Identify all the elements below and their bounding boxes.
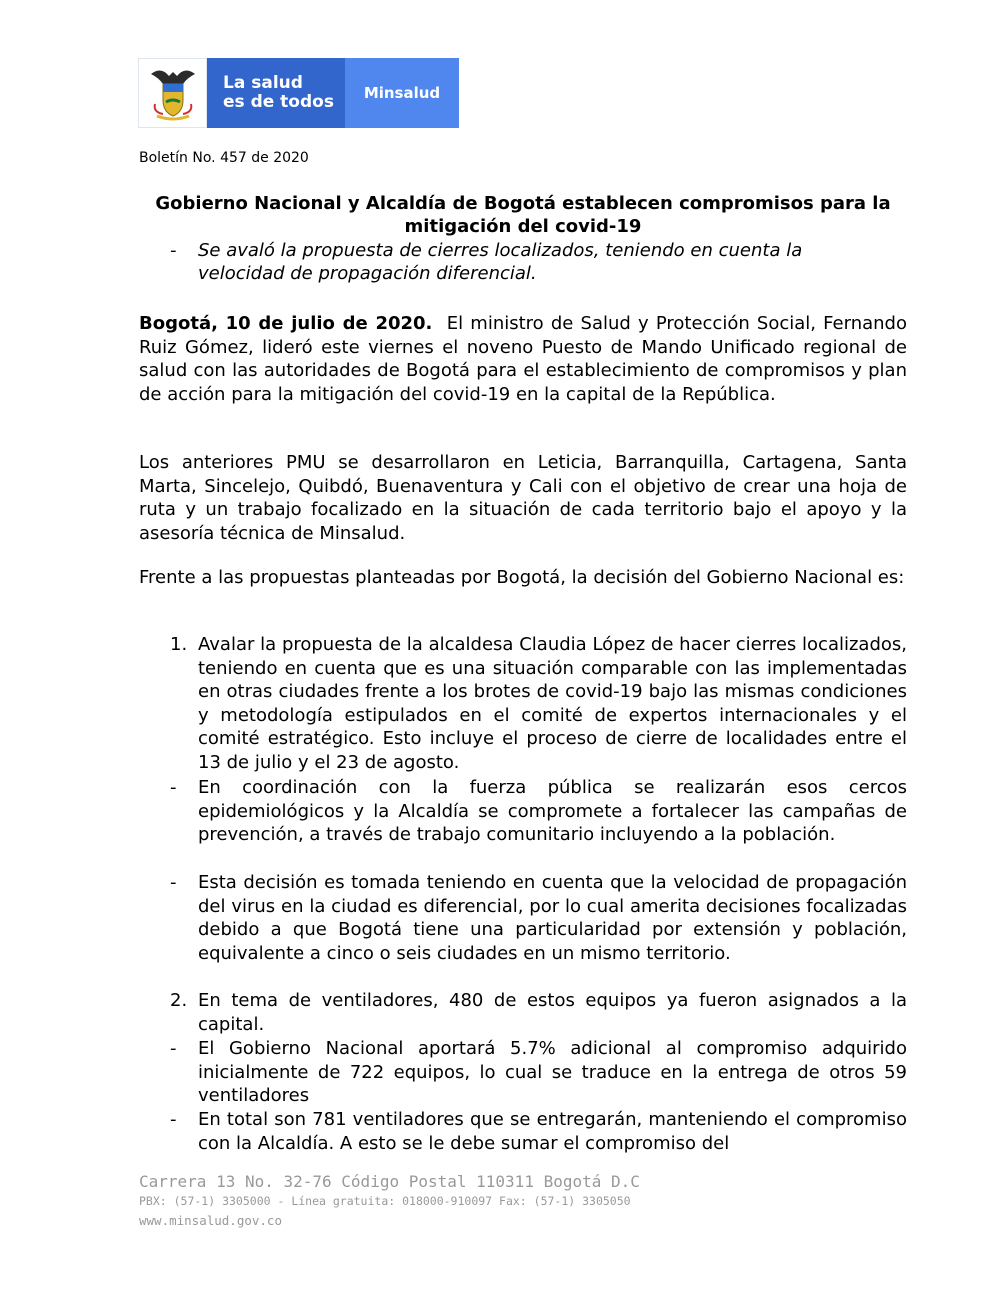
list-marker: 2. [170,990,188,1011]
paragraph-1 [139,312,907,406]
list-item-text: Esta decisión es tomada teniendo en cuenta que la velocidad de propagación del virus en la ciudad es diferencial, por lo cual amerita decisiones focalizadas debido a que Bogotá tiene una particularidad por extensión y población, equivalente a cinco o seis ciudades en un mismo territorio. [198,872,907,964]
paragraph-1-body: El ministro de Salud y Protección Social, Fernando Ruiz Gómez, lideró este viernes el noveno Puesto de Mando Unificado regional de salud con las autoridades de Bogotá para el establecimiento de compromisos y plan de acción para la mitigación del covid-19 en la capital de la República. [139,313,907,405]
footer-website: www.minsalud.gov.co [139,1213,282,1228]
list-item [170,776,907,847]
paragraph-2: Los anteriores PMU se desarrollaron en Leticia, Barranquilla, Cartagena, Santa Marta, Sincelejo, Quibdó, Buenaventura y Cali con el objetivo de crear una hoja de ruta y un trabajo focalizado en la situación de cada territorio bajo el apoyo y la asesoría técnica de Minsalud. [139,452,907,544]
footer-phones: PBX: (57-1) 3305000 - Línea gratuita: 018000-910097 Fax: (57-1) 3305050 [139,1194,631,1208]
list-item [170,989,907,1036]
logo-slogan-line1: La salud [223,73,303,93]
logo-slogan-line2: es de todos [223,92,334,112]
list-item-text: En total son 781 ventiladores que se entregarán, manteniendo el compromiso con la Alcaldía. A esto se le debe sumar el compromiso del [198,1109,907,1154]
list-item-text: En coordinación con la fuerza pública se realizarán esos cercos epidemiológicos y la Alcaldía se compromete a fortalecer las campañas de prevención, a través de trabajo comunitario incluyendo a la población. [198,777,907,845]
list-marker: - [170,872,177,893]
dateline: Bogotá, 10 de julio de 2020. [139,313,433,334]
list-item-text: Avalar la propuesta de la alcaldesa Claudia López de hacer cierres localizados, teniendo en cuenta que es una situación comparable con las implementadas en otras ciudades frente a los brotes de covid-19 bajo las mismas condiciones y metodología estipulados en el comité de expertos internacionales y el comité estratégico. Esto incluye el proceso de cierre de localidades entre el 13 de julio y el 23 de agosto. [198,634,907,773]
list-marker: - [170,777,177,798]
footer-address: Carrera 13 No. 32-76 Código Postal 110311 Bogotá D.C [139,1172,640,1191]
bulletin-number: Boletín No. 457 de 2020 [139,150,309,166]
list-item [170,1108,907,1155]
coat-of-arms-icon [138,58,207,128]
subtitle-dash: - [170,240,177,261]
list-item-text: El Gobierno Nacional aportará 5.7% adicional al compromiso adquirido inicialmente de 722 equipos, lo cual se traduce en la entrega de otros 59 ventiladores [198,1038,907,1106]
logo-brand: Minsalud [345,58,459,128]
list-marker: - [170,1038,177,1059]
minsalud-logo [138,58,459,128]
page-title: Gobierno Nacional y Alcaldía de Bogotá establecen compromisos para la mitigación del covid-19 [155,193,891,237]
subtitle [170,239,870,285]
list-marker: - [170,1109,177,1130]
logo-slogan [207,58,345,128]
list-item-text: En tema de ventiladores, 480 de estos equipos ya fueron asignados a la capital. [198,990,907,1035]
list-item [170,1037,907,1108]
paragraph-3: Frente a las propuestas planteadas por Bogotá, la decisión del Gobierno Nacional es: [139,567,905,588]
list-item [170,871,907,965]
list-item [170,633,907,774]
subtitle-text: Se avaló la propuesta de cierres localizados, teniendo en cuenta la velocidad de propagación diferencial. [198,240,803,284]
list-marker: 1. [170,634,188,655]
